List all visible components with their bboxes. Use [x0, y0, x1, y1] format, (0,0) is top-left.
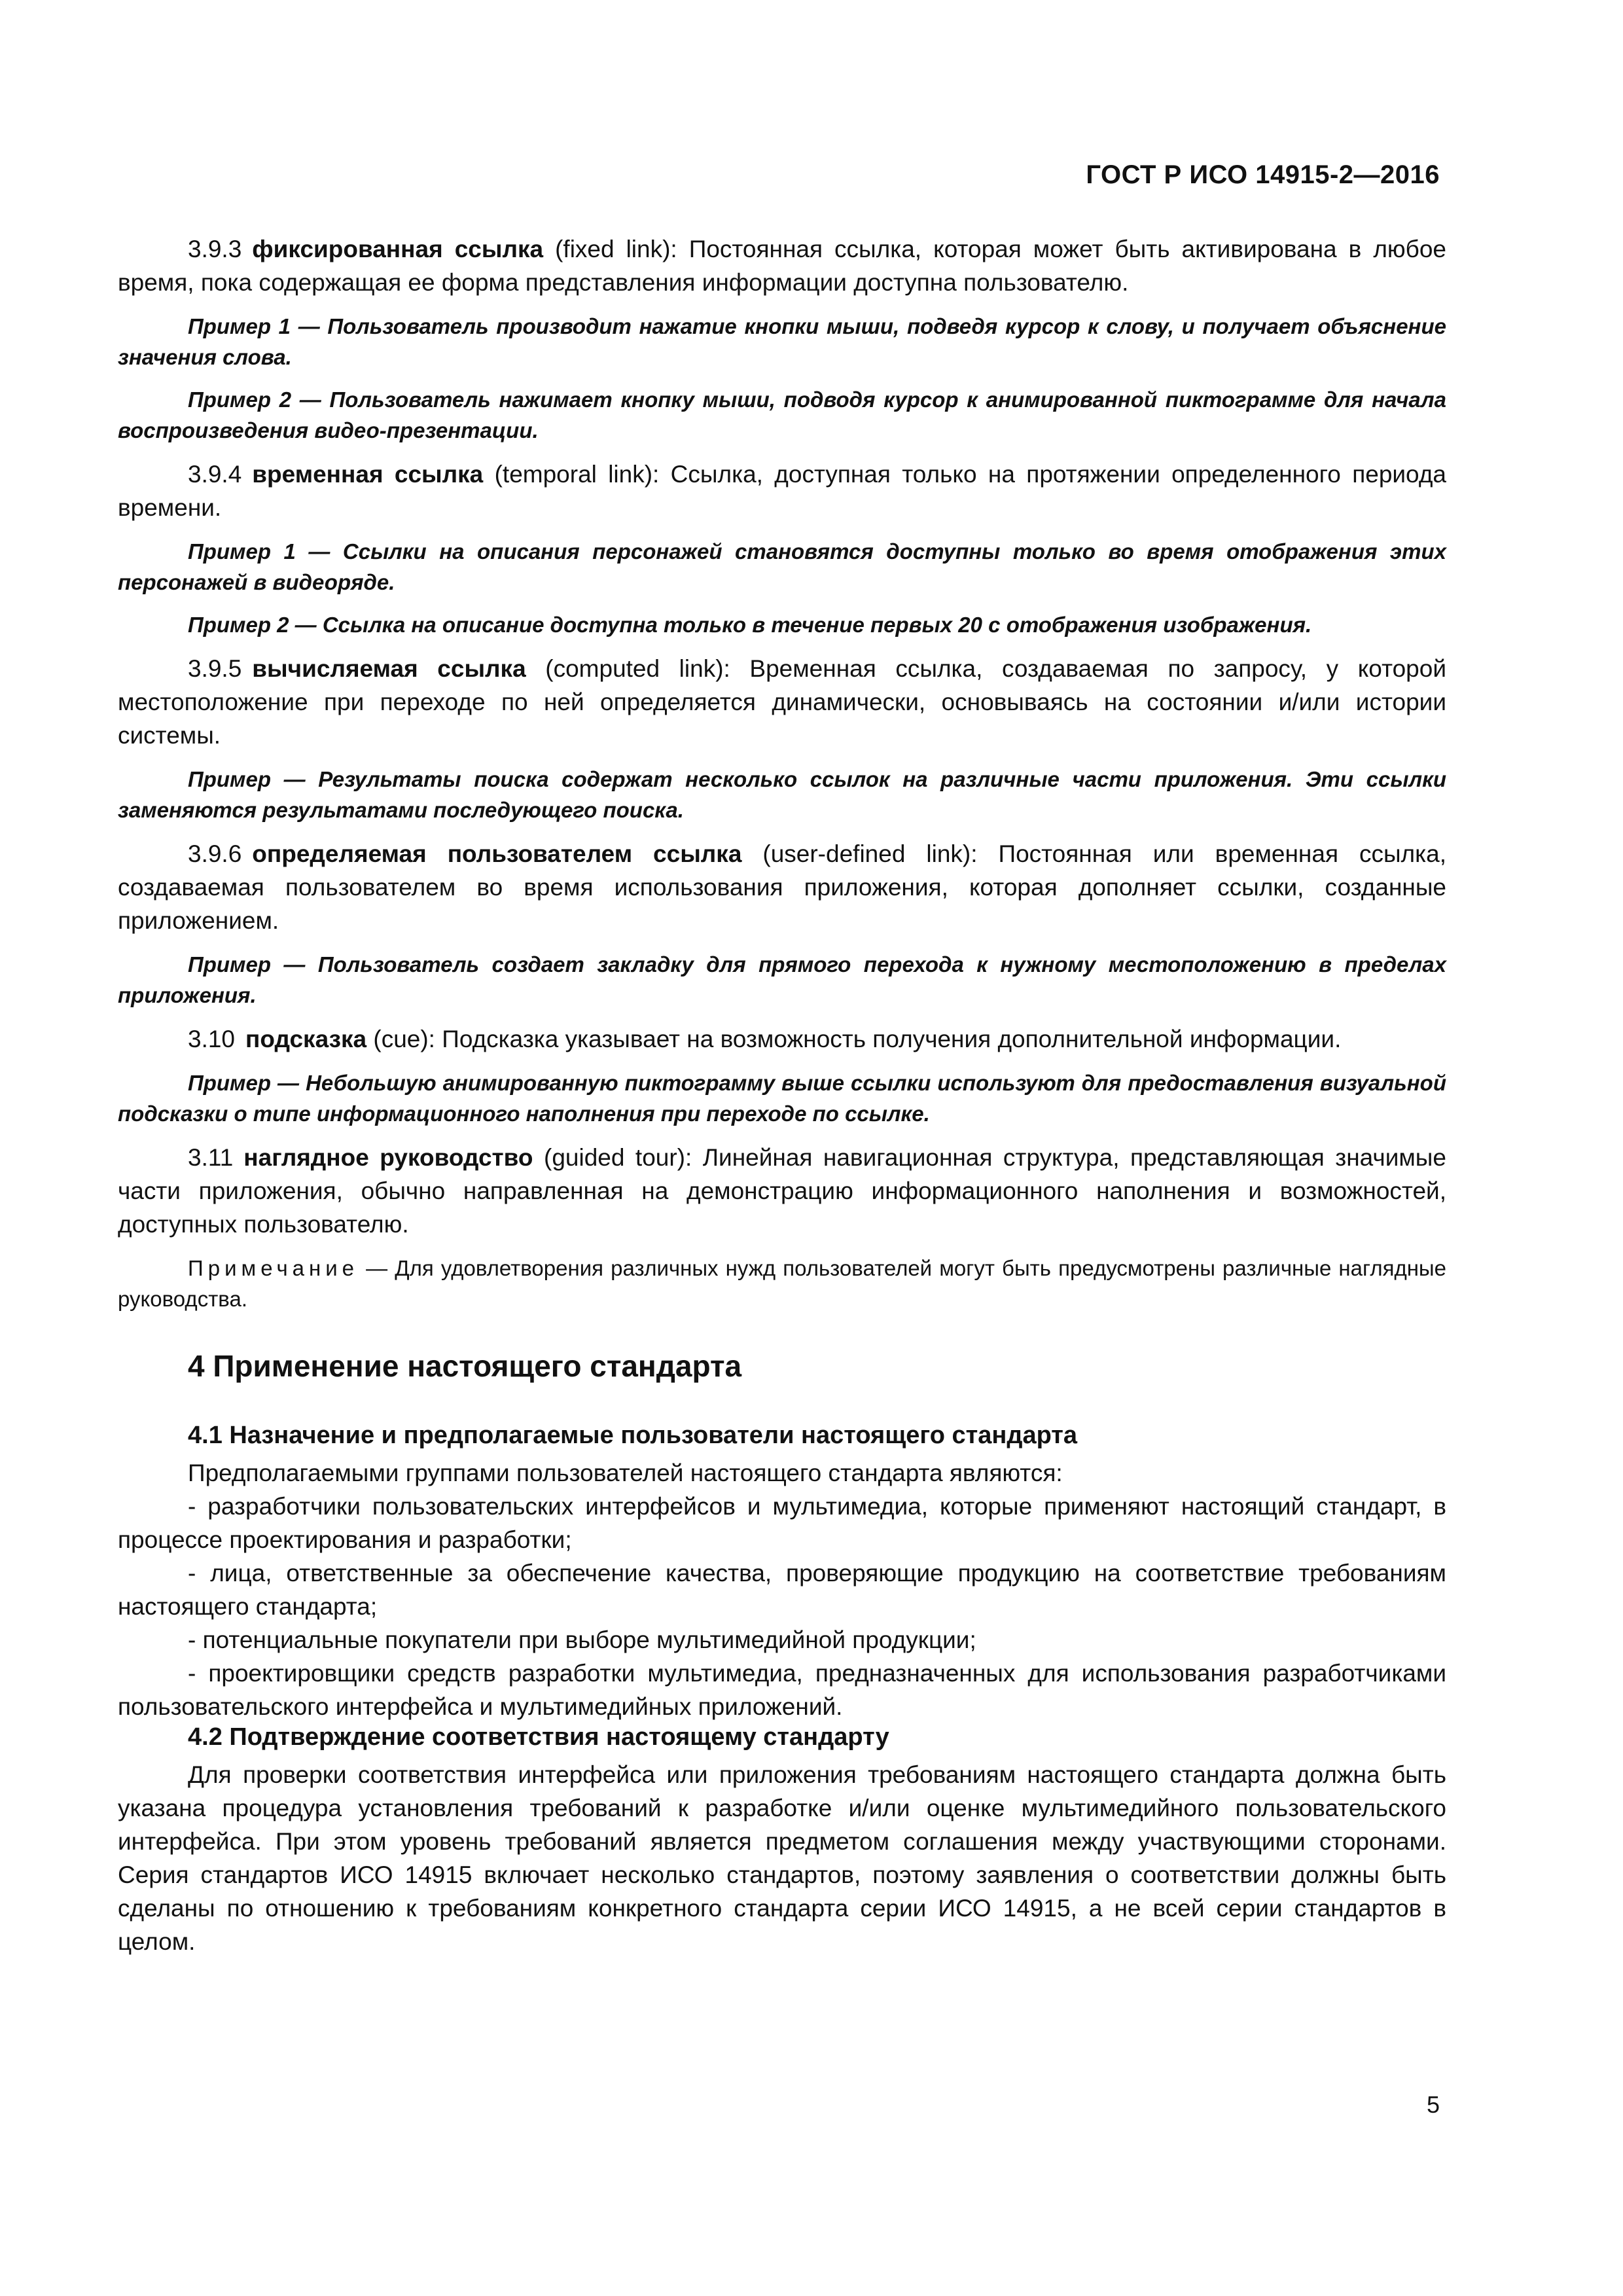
- example: Пример 2 — Пользователь нажимает кнопку мыши, подводя курсор к анимированной пиктограмме для начала воспроизведения видео-презентации.: [118, 387, 1446, 442]
- term-3-9-4: [118, 457, 1446, 524]
- subsection-heading: 4.1 Назначение и предполагаемые пользователи настоящего стандарта: [188, 1422, 1078, 1449]
- example: Пример 2 — Ссылка на описание доступна только в течение первых 20 с отображения изображения.: [188, 613, 1312, 637]
- list-item: - лица, ответственные за обеспечение качества, проверяющие продукцию на соответствие требованиям настоящего стандарта;: [118, 1560, 1446, 1620]
- term-number: 3.9.4: [188, 461, 242, 488]
- example: Пример 1 — Ссылки на описания персонажей становятся доступны только во время отображения этих персонажей в видеоряде.: [118, 539, 1446, 594]
- note-label: Примечание: [188, 1256, 359, 1280]
- term-definition: (computed link): Временная ссылка, создаваемая по запросу, у которой местоположение при переходе по ней определяется динамически, основываясь на состоянии и/или истории системы.: [118, 655, 1447, 749]
- section-heading: 4 Применение настоящего стандарта: [188, 1349, 742, 1383]
- term-3-9-3: [118, 232, 1446, 299]
- list-item: - потенциальные покупатели при выборе мультимедийной продукции;: [188, 1626, 976, 1653]
- term-definition: (guided tour): Линейная навигационная структура, представляющая значимые части приложения, обычно направленная на демонстрацию информационного наполнения и возможностей, доступных пользователю.: [118, 1144, 1446, 1238]
- note: [118, 1253, 1446, 1314]
- term-number: 3.9.6: [188, 840, 242, 867]
- subsection-heading: 4.2 Подтверждение соответствия настоящему стандарту: [188, 1723, 889, 1751]
- note-text: — Для удовлетворения различных нужд пользователей могут быть предусмотрены различные наглядные руководства.: [118, 1256, 1446, 1311]
- term-definition: (user-defined link): Постоянная или временная ссылка, создаваемая пользователем во время использования приложения, которая дополняет ссылки, созданные приложением.: [118, 840, 1446, 934]
- example: Пример — Результаты поиска содержат несколько ссылок на различные части приложения. Эти ссылки заменяются результатами последующего поиска.: [118, 767, 1446, 822]
- term-number: 3.11: [188, 1144, 234, 1171]
- term-number: 3.10: [188, 1026, 236, 1052]
- term-name: временная ссылка: [252, 461, 484, 488]
- page-number: 5: [1426, 2091, 1440, 2118]
- term-name: наглядное руководство: [243, 1144, 533, 1171]
- term-3-10: [118, 1022, 1446, 1056]
- paragraph: Для проверки соответствия интерфейса или приложения требованиям настоящего стандарта должна быть указана процедура установления требований к разработке и/или оценке мультимедийного пользовательского интерфейса. При этом уровень требований является предметом соглашения между участвующими сторонами. Серия стандартов ИСО 14915 включает несколько стандартов, поэтому заявления о соответствии должны быть сделаны по отношению к требованиям конкретного стандарта серии ИСО 14915, а не всей серии стандартов в целом.: [118, 1761, 1446, 1955]
- term-name: фиксированная ссылка: [252, 236, 544, 262]
- users-list: [118, 1456, 1446, 1723]
- term-number: 3.9.5: [188, 655, 242, 682]
- term-name: определяемая пользователем ссылка: [252, 840, 742, 867]
- list-item: - разработчики пользовательских интерфейсов и мультимедиа, которые применяют настоящий стандарт, в процессе проектирования и разработки;: [118, 1493, 1446, 1553]
- term-3-9-6: [118, 837, 1446, 937]
- example: Пример 1 — Пользователь производит нажатие кнопки мыши, подведя курсор к слову, и получает объяснение значения слова.: [118, 314, 1446, 369]
- list-item: - проектировщики средств разработки мультимедиа, предназначенных для использования разработчиками пользовательского интерфейса и мультимедийных приложений.: [118, 1660, 1446, 1720]
- term-definition: (temporal link): Ссылка, доступная только на протяжении определенного периода времени.: [118, 461, 1446, 521]
- term-definition: (fixed link): Постоянная ссылка, которая может быть активирована в любое время, пока содержащая ее форма представления информации доступна пользователю.: [118, 236, 1447, 296]
- term-3-9-5: [118, 652, 1446, 752]
- document-header: ГОСТ Р ИСО 14915-2—2016: [1086, 160, 1440, 189]
- term-definition: (cue): Подсказка указывает на возможность получения дополнительной информации.: [366, 1026, 1342, 1052]
- list-intro: Предполагаемыми группами пользователей настоящего стандарта являются:: [188, 1460, 1063, 1486]
- example: Пример — Пользователь создает закладку для прямого перехода к нужному местоположению в пределах приложения.: [118, 952, 1446, 1007]
- term-name: вычисляемая ссылка: [252, 655, 526, 682]
- term-name: подсказка: [245, 1026, 367, 1052]
- term-number: 3.9.3: [188, 236, 242, 262]
- example: Пример — Небольшую анимированную пиктограмму выше ссылки используют для предоставления визуальной подсказки о типе информационного наполнения при переходе по ссылке.: [118, 1071, 1446, 1126]
- page-content: [118, 232, 1446, 1958]
- term-3-11: [118, 1141, 1446, 1241]
